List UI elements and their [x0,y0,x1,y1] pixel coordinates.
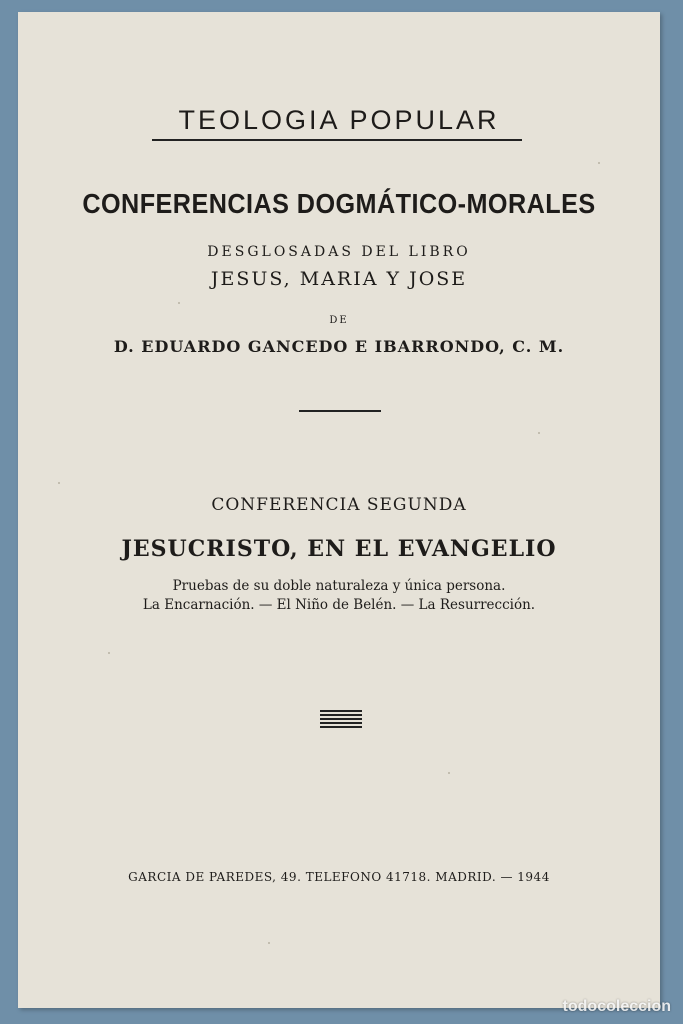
description-line-1: Pruebas de su doble naturaleza y única persona. [172,578,506,594]
ornament-lines-icon [320,710,362,730]
main-title: CONFERENCIAS DOGMÁTICO-MORALES [82,188,596,219]
subtitle-line-2: JESUS, MARIA Y JOSE [210,268,468,290]
subtitle-line-1: DESGLOSADAS DEL LIBRO [207,244,471,260]
watermark-logo: todocoleccion [562,998,671,1015]
publisher-line: GARCIA DE PAREDES, 49. TELEFONO 41718. MADRID. — 1944 [128,870,550,884]
conference-label: CONFERENCIA SEGUNDA [211,495,467,515]
by-label: DE [329,315,349,326]
author-name: D. EDUARDO GANCEDO E IBARRONDO, C. M. [113,337,565,356]
series-title-underline [152,139,522,141]
conference-title: JESUCRISTO, EN EL EVANGELIO [121,536,557,562]
section-divider [299,410,381,412]
description-line-2: La Encarnación. — El Niño de Belén. — La Resurrección. [142,597,536,613]
document-page [18,12,660,1008]
series-title: TEOLOGIA POPULAR [178,105,500,135]
